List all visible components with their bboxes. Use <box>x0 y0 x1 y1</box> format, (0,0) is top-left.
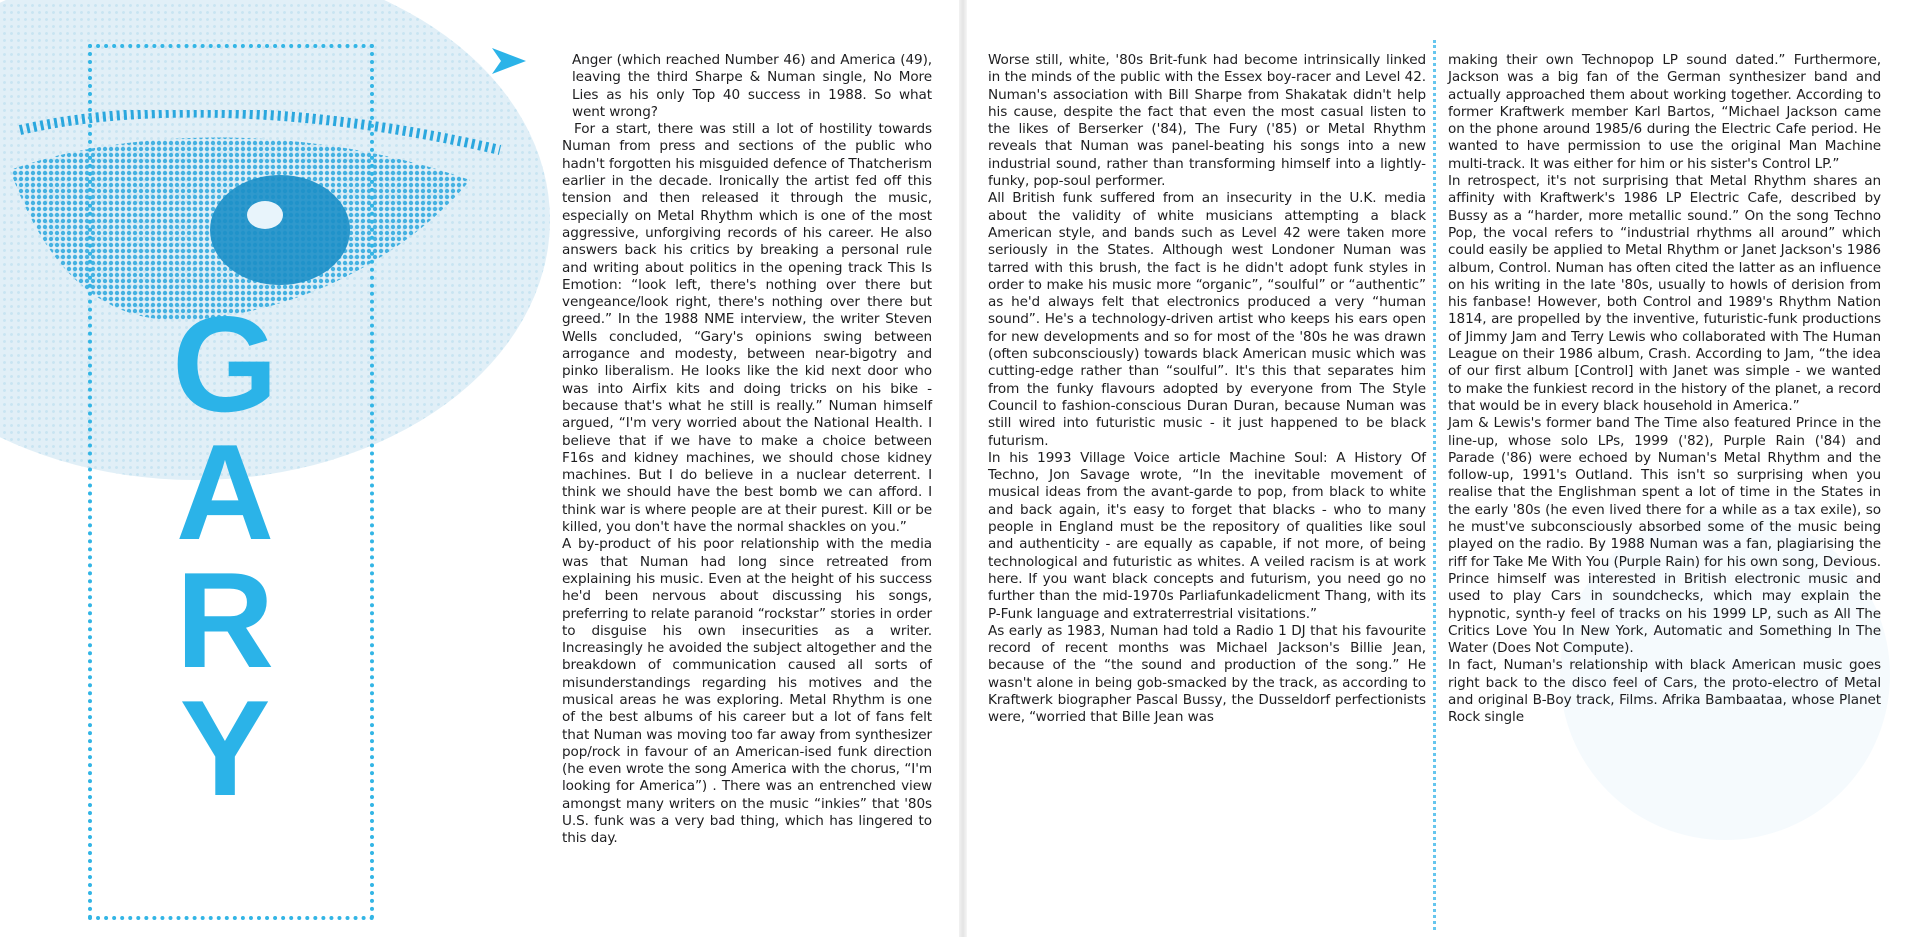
paragraph: making their own Technopop LP sound dated.” Furthermore, Jackson was a big fan of the German synthesizer band and actually approached them about working together. According to former Kraftwerk member Karl Bartos, “Michael Jackson came on the phone around 1985/6 during the Electric Cafe period. He wanted to have permission to use the original Man Machine multi-track. It was either for him or his sister's Control LP.” <box>1448 52 1881 172</box>
paragraph: As early as 1983, Numan had told a Radio 1 DJ that his favourite record of recent months was Michael Jackson's Billie Jean, because of the “the sound and production of the song.” He wasn't alone in being gob-smacked by the track, as according to Kraftwerk biographer Pascal Bussy, the Dusseldorf perfectionists were, “worried that Bille Jean was <box>988 622 1426 726</box>
title-letter: Y <box>179 672 271 824</box>
paragraph: In fact, Numan's relationship with black American music goes right back to the disco feel of Cars, the proto-electro of Metal and original B-Boy track, Films. Afrika Bambaataa, whose Planet Rock single <box>1448 657 1881 726</box>
title-letter: A <box>175 416 275 568</box>
paragraph: Jam & Lewis's former band The Time also featured Prince in the line-up, whose solo LPs, 1999 ('82), Purple Rain ('84) and Parade ('86) were echoed by Numan's Metal Rhythm and the follow-up, 1991's Outland. This isn't so surprising when you realise that the Englishman spent a lot of time in the States in the early '80s (he even lived there for a while as a tax exile), so he must've subconsciously absorbed some of the music being played on the radio. By 1988 Numan was a fan, plagiarising the riff for Take Me With You (Purple Rain) for his own song, Devious. Prince himself was interested in British electronic music and used to play Cars in soundchecks, which may explain the hypnotic, synth-y feel of tracks on his 1999 LP, such as All The Critics Love You In New York, Automatic and Something In The Water (Does Not Compute). <box>1448 415 1881 657</box>
paragraph: In retrospect, it's not surprising that Metal Rhythm shares an affinity with Kraftwerk's 1986 LP Electric Cafe, described by Bussy as a “harder, more metallic sound.” On the song Techno Pop, the vocal refers to “industrial rhythms all around” which could easily be applied to Metal Rhythm or Janet Jackson's 1986 album, Control. Numan has often cited the latter as an influence on his writing in the late '80s, usually to howls of derision from his fanbase! However, both Control and 1989's Rhythm Nation 1814, are propelled by the inventive, futuristic-funk productions of Jimmy Jam and Terry Lewis who collaborated with The Human League on their 1986 album, Crash. According to Jam, “the idea of our first album [Control] with Janet was simple - we wanted to make the funkiest record in the history of the planet, a record that would be in every black household in America.” <box>1448 173 1881 414</box>
paragraph: Worse still, white, '80s Brit-funk had become intrinsically linked in the minds of the public with the Essex boy-racer and Level 42. Numan's association with Bill Sharpe from Shakatak didn't help his cause, despite the fact that even the most casual listen to the likes of Berserker ('84), The Fury ('85) or Metal Rhythm reveals that Numan was panel-beating his songs into a new industrial sound, rather than transforming himself into a lightly-funky, pop-soul performer. <box>988 52 1426 190</box>
paragraph: For a start, there was still a lot of hostility towards Numan from press and sections of the public who hadn't forgotten his misguided defence of Thatcherism earlier in the decade. Ironically the artist fed off this tension and then released it through the music, especially on Metal Rhythm which is one of the most aggressive, unforgiving records of his career. He also answers back his critics by breaking a personal rule and writing about politics in the opening track This Is Emotion: “look left, there's nothing over there but vengeance/look right, there's nothing over there but greed.” In the 1988 NME interview, the writer Steven Wells concluded, “Gary's opinions swing between arrogance and modesty, between near-bigotry and pinko liberalism. He looks like the kid next door who was into Airfix kits and doing tricks on his bike - because that's what he still is really.” Numan himself argued, “I'm very worried about the National Health. I believe that if we have to make a choice between F16s and kidney machines, we should chose kidney machines. But I do believe in a nuclear deterrent. I think we should have the best bomb we can afford. I think war is where people are at their purest. Kill or be killed, you don't have the normal shackles on you.” <box>562 121 932 536</box>
vertical-title <box>150 288 300 824</box>
title-letter: G <box>172 288 278 440</box>
page-gutter <box>959 0 967 937</box>
paragraph: Anger (which reached Number 46) and America (49), leaving the third Sharpe & Numan single, No More Lies as his only Top 40 success in 1988. So what went wrong? <box>572 52 932 120</box>
paragraph: In his 1993 Village Voice article Machine Soul: A History Of Techno, Jon Savage wrote, “In the inevitable movement of musical ideas from the avant-garde to pop, from black to white and back again, it's easy to forget that blacks - who to many people in England must be the repository of qualities like soul and authenticity - are equally as capable, if not more, of being technological and futuristic as whites. A veiled racism is at work here. If you want black concepts and futurism, you need go no further than the mid-1970s Parliafunkadelicment Thang, with its P-Funk language and extraterrestrial visitations.” <box>988 449 1426 622</box>
arrowhead-icon <box>492 48 526 74</box>
text-column-2 <box>988 52 1426 727</box>
text-column-1 <box>562 52 932 848</box>
title-letter: R <box>175 544 275 696</box>
text-column-3 <box>1448 52 1881 727</box>
paragraph: A by-product of his poor relationship with the media was that Numan had long since retreated from explaining his music. Even at the height of his success he'd been nervous about discussing his songs, preferring to relate paranoid “rockstar” stories in order to disguise his own insecurities as a writer. Increasingly he avoided the subject altogether and the breakdown of communication caused all sorts of misunderstandings regarding his motives and the musical areas he was exploring. Metal Rhythm is one of the best albums of his career but a lot of fans felt that Numan was moving too far away from synthesizer pop/rock in favour of an American-ised funk direction (he even wrote the song America with the chorus, “I'm looking for America”) . There was an entrenched view amongst many writers on the music “inkies” that '80s U.S. funk was a very bad thing, which has lingered to this day. <box>562 536 932 847</box>
paragraph: All British funk suffered from an insecurity in the U.K. media about the validity of white musicians attempting a black American style, and bands such as Level 42 were taken more seriously in the States. Although west Londoner Numan was tarred with this brush, the fact is he didn't adopt funk styles in order to make his music more “organic”, “soulful” or “authentic” as he'd always felt that electronics produced a very “human sound”. He's a technology-driven artist who keeps his ears open for new developments and so for most of the '80s he was drawn (often subconsciously) towards black American music which was cutting-edge rather than “soulful”. It's this that separates him from the funky flavours adopted by everyone from The Style Council to fashion-conscious Duran Duran, because Numan was still wired into futuristic music - it just happened to be black futurism. <box>988 190 1426 449</box>
column-divider <box>1433 40 1436 930</box>
